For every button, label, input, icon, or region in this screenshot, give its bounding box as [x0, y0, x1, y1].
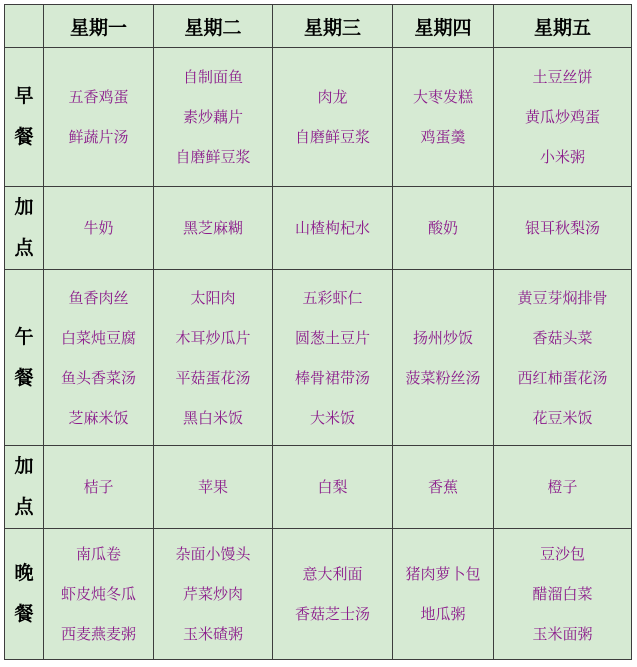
- dish-item: 木耳炒瓜片: [175, 328, 251, 347]
- menu-cell: [154, 48, 273, 187]
- dish-item: 香菇头菜: [532, 328, 593, 347]
- day-header-thu: 星期四: [393, 5, 494, 48]
- dish-item: 西麦燕麦粥: [60, 625, 136, 643]
- dish-item: 自磨鲜豆浆: [175, 148, 251, 166]
- dish-item: 五彩虾仁: [302, 288, 363, 307]
- meal-label-char: 加: [14, 455, 34, 477]
- dish-list: [393, 318, 493, 398]
- dish-item: 山楂枸杞水: [294, 219, 370, 237]
- dish-item: 肉龙: [317, 88, 348, 106]
- dish-list: [273, 77, 392, 157]
- meal-row: [5, 270, 632, 446]
- menu-cell: [273, 187, 393, 270]
- menu-cell: [44, 446, 154, 529]
- dish-list: [273, 467, 392, 507]
- day-header-wed: 星期三: [273, 5, 393, 48]
- dish-list: [273, 208, 392, 248]
- dish-item: 玉米碴粥: [182, 625, 243, 643]
- dish-item: 大枣发糕: [412, 88, 473, 106]
- dish-item: 醋溜白菜: [532, 585, 593, 603]
- meal-label: [5, 48, 44, 187]
- meal-label-char: 加: [14, 196, 34, 218]
- dish-list: [494, 467, 631, 507]
- dish-item: 芹菜炒肉: [182, 585, 243, 603]
- dish-item: 五香鸡蛋: [68, 88, 129, 106]
- menu-cell: [44, 187, 154, 270]
- dish-item: 白菜炖豆腐: [60, 328, 136, 347]
- meal-label-char: 点: [14, 496, 34, 518]
- dish-item: 西红柿蛋花汤: [517, 368, 608, 387]
- meal-label-char: 餐: [14, 126, 34, 148]
- dish-list: [393, 77, 493, 157]
- menu-cell: [494, 187, 632, 270]
- dish-item: 意大利面: [302, 565, 363, 583]
- dish-item: 白梨: [317, 478, 348, 496]
- dish-item: 银耳秋梨汤: [524, 219, 600, 237]
- dish-item: 猪肉萝卜包: [405, 565, 481, 583]
- meal-label-char: 早: [14, 85, 34, 107]
- dish-list: [494, 278, 631, 438]
- menu-cell: [494, 48, 632, 187]
- dish-item: 橙子: [547, 478, 578, 496]
- dish-item: 菠菜粉丝汤: [405, 368, 481, 387]
- dish-list: [273, 554, 392, 634]
- dish-list: [393, 208, 493, 248]
- menu-cell: [44, 529, 154, 660]
- dish-item: 玉米面粥: [532, 625, 593, 643]
- meal-label: [5, 187, 44, 270]
- dish-item: 鲜蔬片汤: [68, 128, 129, 146]
- menu-cell: [154, 270, 273, 446]
- dish-item: 花豆米饭: [532, 408, 593, 427]
- dish-item: 香菇芝士汤: [294, 605, 370, 623]
- dish-item: 扬州炒饭: [412, 328, 473, 347]
- meal-label: [5, 446, 44, 529]
- meal-label-char: 餐: [14, 366, 34, 389]
- dish-item: 平菇蛋花汤: [175, 368, 251, 387]
- header-row: [5, 5, 632, 48]
- menu-cell: [393, 529, 494, 660]
- menu-cell: [44, 48, 154, 187]
- dish-list: [154, 467, 272, 507]
- dish-list: [494, 57, 631, 177]
- menu-cell: [273, 529, 393, 660]
- dish-item: 牛奶: [83, 219, 114, 237]
- dish-item: 鱼香肉丝: [68, 288, 129, 307]
- dish-item: 南瓜卷: [75, 545, 121, 563]
- meal-label: [5, 270, 44, 446]
- dish-item: 大米饭: [309, 408, 355, 427]
- dish-item: 素炒藕片: [182, 108, 243, 126]
- dish-item: 黄豆芽焖排骨: [517, 288, 608, 307]
- dish-item: 酸奶: [427, 219, 458, 237]
- menu-cell: [494, 529, 632, 660]
- dish-item: 黑芝麻糊: [182, 219, 243, 237]
- meal-row: [5, 187, 632, 270]
- dish-item: 圆葱土豆片: [294, 328, 370, 347]
- menu-cell: [494, 446, 632, 529]
- dish-list: [154, 57, 272, 177]
- dish-item: 黑白米饭: [182, 408, 243, 427]
- dish-list: [494, 534, 631, 654]
- dish-list: [154, 208, 272, 248]
- dish-item: 香蕉: [427, 478, 458, 496]
- menu-cell: [393, 48, 494, 187]
- meal-label-char: 餐: [14, 603, 34, 625]
- menu-cell: [154, 529, 273, 660]
- menu-cell: [494, 270, 632, 446]
- meal-label-char: 点: [14, 237, 34, 259]
- dish-item: 黄瓜炒鸡蛋: [524, 108, 600, 126]
- dish-item: 地瓜粥: [420, 605, 466, 623]
- dish-list: [44, 467, 153, 507]
- day-header-fri: 星期五: [494, 5, 632, 48]
- dish-list: [393, 554, 493, 634]
- dish-item: 自磨鲜豆浆: [294, 128, 370, 146]
- dish-list: [494, 208, 631, 248]
- menu-cell: [273, 446, 393, 529]
- dish-item: 苹果: [197, 478, 228, 496]
- day-header-mon: 星期一: [44, 5, 154, 48]
- corner-cell: [5, 5, 44, 48]
- menu-cell: [154, 446, 273, 529]
- dish-list: [393, 467, 493, 507]
- meal-row: [5, 529, 632, 660]
- dish-item: 小米粥: [539, 148, 585, 166]
- dish-item: 虾皮炖冬瓜: [60, 585, 136, 603]
- dish-list: [154, 534, 272, 654]
- dish-list: [44, 534, 153, 654]
- dish-list: [44, 208, 153, 248]
- dish-list: [44, 278, 153, 438]
- meal-label: [5, 529, 44, 660]
- menu-cell: [154, 187, 273, 270]
- menu-cell: [273, 270, 393, 446]
- meal-label-char: 午: [14, 325, 34, 348]
- dish-item: 豆沙包: [539, 545, 585, 563]
- dish-list: [44, 77, 153, 157]
- weekly-menu-table: [4, 4, 632, 660]
- menu-cell: [273, 48, 393, 187]
- dish-list: [273, 278, 392, 438]
- dish-item: 杂面小馒头: [175, 545, 251, 563]
- dish-item: 桔子: [83, 478, 114, 496]
- menu-cell: [393, 446, 494, 529]
- dish-item: 鱼头香菜汤: [60, 368, 136, 387]
- menu-cell: [44, 270, 154, 446]
- dish-item: 自制面鱼: [182, 68, 243, 86]
- dish-item: 鸡蛋羹: [420, 128, 466, 146]
- menu-cell: [393, 187, 494, 270]
- meal-row: [5, 48, 632, 187]
- dish-item: 土豆丝饼: [532, 68, 593, 86]
- meal-row: [5, 446, 632, 529]
- dish-item: 芝麻米饭: [68, 408, 129, 427]
- day-header-tue: 星期二: [154, 5, 273, 48]
- menu-cell: [393, 270, 494, 446]
- dish-item: 棒骨裙带汤: [294, 368, 370, 387]
- menu-body: [5, 48, 632, 660]
- dish-item: 太阳肉: [190, 288, 236, 307]
- dish-list: [154, 278, 272, 438]
- meal-label-char: 晚: [14, 562, 34, 584]
